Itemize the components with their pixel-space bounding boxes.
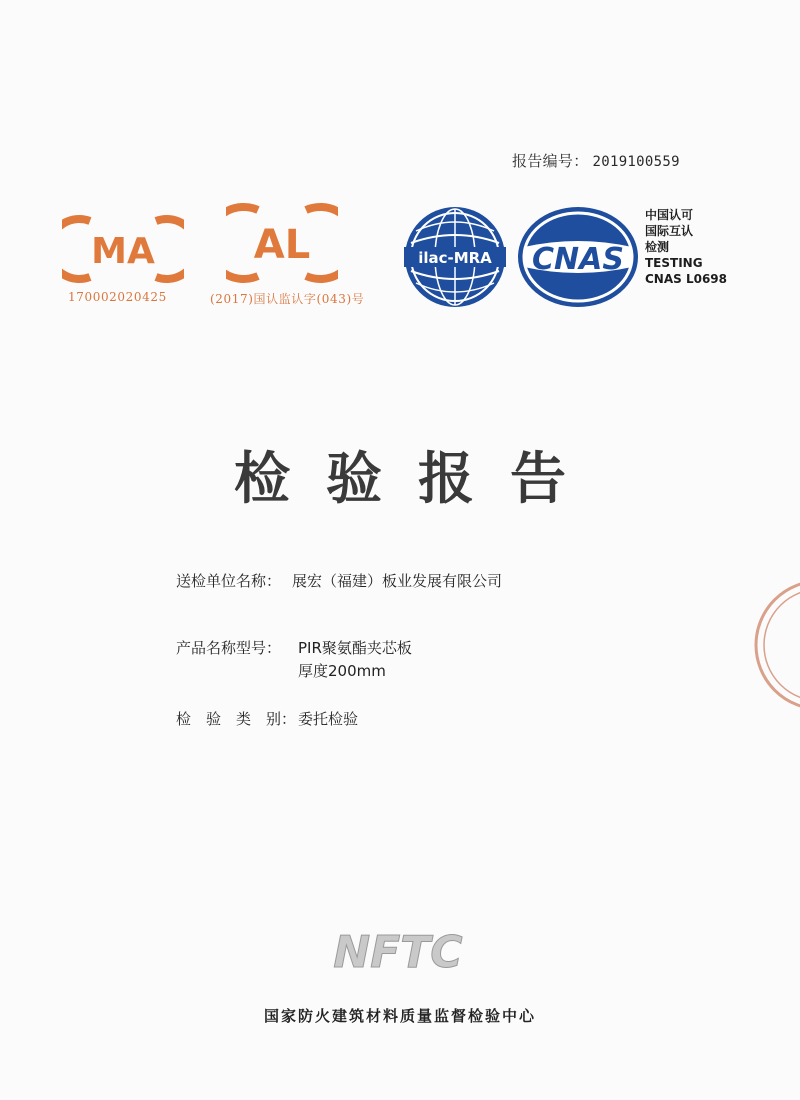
cnas-line: 国际互认: [645, 224, 694, 238]
cnas-line: 中国认可: [645, 208, 694, 222]
type-value: 委托检验: [298, 710, 359, 728]
report-number-label: 报告编号：: [512, 152, 589, 170]
ilac-mra-icon: [402, 205, 508, 309]
cnas-logo-text: CNAS: [532, 242, 624, 277]
nftc-logo-text: NFTC: [333, 927, 463, 975]
client-label: 送检单位名称：: [176, 572, 282, 590]
product-value-line2: 厚度200mm: [298, 662, 386, 680]
cnas-line: CNAS L0698: [645, 272, 728, 286]
product-label: 产品名称型号：: [176, 639, 282, 657]
inspection-stamp-icon: [724, 575, 800, 715]
report-number-value: 2019100559: [592, 154, 680, 170]
ilac-mra-text: ilac-MRA: [418, 249, 492, 267]
cnas-line: 检测: [645, 240, 670, 254]
report-number: [512, 150, 680, 171]
issuing-organization: 国家防火建筑材料质量监督检验中心: [263, 1007, 536, 1025]
cma-seal-text: MA: [91, 231, 155, 272]
cal-seal-text: AL: [253, 222, 311, 268]
cal-number: (2017)国认监认字(043)号: [210, 292, 365, 306]
document-title: 检验报告: [234, 447, 602, 512]
client-value: 展宏（福建）板业发展有限公司: [292, 572, 503, 590]
product-value-line1: PIR聚氨酯夹芯板: [298, 639, 412, 657]
cnas-accreditation-text: [645, 207, 727, 287]
cnas-logo-icon: [516, 205, 640, 309]
cma-seal-icon: [62, 213, 184, 285]
nftc-logo-icon: [318, 925, 478, 975]
cma-number: 170002020425: [68, 290, 167, 304]
cnas-line: TESTING: [645, 256, 703, 270]
type-label: 检 验 类 别：: [176, 710, 297, 728]
cal-seal-icon: [226, 198, 338, 288]
